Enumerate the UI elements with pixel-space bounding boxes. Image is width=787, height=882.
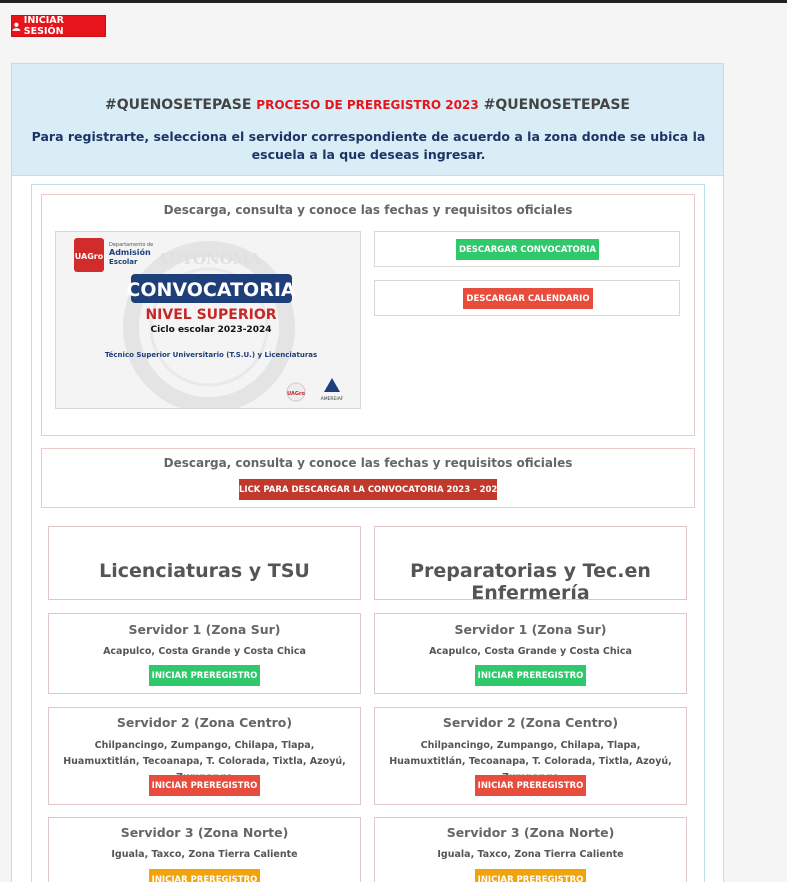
heading-card-licenciaturas (48, 526, 361, 600)
preregistro-button-lic-1[interactable]: INICIAR PREREGISTRO (149, 665, 260, 686)
convocatoria-poster (56, 232, 361, 409)
server-zones: Iguala, Taxco, Zona Tierra Caliente (437, 849, 624, 860)
level-text: NIVEL SUPERIOR (145, 307, 277, 323)
convocatoria-image[interactable] (55, 231, 361, 409)
cycle-text: Ciclo escolar 2023-2024 (150, 325, 272, 335)
process-title: PROCESO DE PREREGISTRO 2023 (256, 98, 479, 112)
server-title: Servidor 2 (Zona Centro) (116, 715, 293, 730)
download-calendario-button[interactable]: DESCARGAR CALENDARIO (463, 288, 593, 309)
dept-line3: Escolar (109, 258, 138, 266)
server-card-lic-2 (48, 707, 361, 805)
hero-title (12, 97, 723, 113)
heading-card-preparatorias (374, 526, 687, 604)
dept-line1: Departamento de (109, 242, 154, 248)
login-label: INICIAR SESIÓN (23, 15, 64, 37)
hero-header (12, 64, 723, 176)
hashtag-right: #QUENOSETEPASE (483, 97, 630, 113)
server-card-prep-3 (374, 817, 687, 882)
programs-text: Técnico Superior Universitario (T.S.U.) y Licenciaturas (104, 351, 318, 359)
convocatoria-download-box (374, 231, 680, 267)
watermark-text: AUTÓNOMA (157, 250, 261, 268)
dept-line2: Admisión (109, 248, 151, 257)
server-card-lic-1 (48, 613, 361, 694)
user-icon (12, 22, 21, 31)
server-zones: Acapulco, Costa Grande y Costa Chica (429, 646, 632, 657)
footer-logo1: UAGro (287, 391, 305, 397)
download-convocatoria-button[interactable]: DESCARGAR CONVOCATORIA (456, 239, 599, 260)
content-container (31, 184, 705, 882)
server-zones: Chilpancingo, Zumpango, Chilapa, Tlapa, Huamuxtitlán, Tecoanapa, T. Colorada, Tixtla, Azoyú, (389, 740, 672, 767)
heading-preparatorias: Preparatorias y Tec.en Enfermería (410, 560, 651, 604)
server-title: Servidor 2 (Zona Centro) (442, 715, 619, 730)
server-zones: Chilpancingo, Zumpango, Chilapa, Tlapa, Huamuxtitlán, Tecoanapa, T. Colorada, Tixtla, Azoyú, (63, 740, 346, 767)
uagro-logo-text: UAGro (74, 252, 104, 261)
server-zones: Iguala, Taxco, Zona Tierra Caliente (111, 849, 298, 860)
preregistro-button-lic-3[interactable]: INICIAR PREREGISTRO (149, 869, 260, 882)
hero-subtitle: Para registrarte, selecciona el servidor correspondiente de acuerdo a la zona donde se ubica la escuela a la que deseas ingresar. (31, 129, 706, 162)
download-convocatoria-2023-button[interactable]: CLICK PARA DESCARGAR LA CONVOCATORIA 2023 - 2024 (239, 479, 497, 500)
convocatoria-box (41, 448, 695, 508)
heading-licenciaturas: Licenciaturas y TSU (99, 560, 310, 582)
server-card-prep-2 (374, 707, 687, 805)
banner-text: CONVOCATORIA (126, 279, 296, 301)
downloads-box (41, 194, 695, 436)
server-title: Servidor 1 (Zona Sur) (128, 622, 281, 637)
footer-logo2: AMEREIAF (320, 397, 344, 402)
preregistro-button-prep-2[interactable]: INICIAR PREREGISTRO (475, 775, 586, 796)
convocatoria-title: Descarga, consulta y conoce las fechas y requisitos oficiales (163, 456, 573, 470)
preregistro-button-lic-2[interactable]: INICIAR PREREGISTRO (149, 775, 260, 796)
registration-panel (11, 63, 724, 882)
hashtag-left: #QUENOSETEPASE (105, 97, 252, 113)
calendario-download-box (374, 280, 680, 316)
login-button[interactable] (11, 15, 106, 37)
server-card-lic-3 (48, 817, 361, 882)
downloads-title: Descarga, consulta y conoce las fechas y requisitos oficiales (163, 203, 573, 217)
server-zones: Acapulco, Costa Grande y Costa Chica (103, 646, 306, 657)
server-title: Servidor 1 (Zona Sur) (454, 622, 607, 637)
top-border (0, 0, 787, 3)
preregistro-button-prep-3[interactable]: INICIAR PREREGISTRO (475, 869, 586, 882)
server-title: Servidor 3 (Zona Norte) (446, 825, 615, 840)
server-title: Servidor 3 (Zona Norte) (120, 825, 289, 840)
preregistro-button-prep-1[interactable]: INICIAR PREREGISTRO (475, 665, 586, 686)
server-card-prep-1 (374, 613, 687, 694)
